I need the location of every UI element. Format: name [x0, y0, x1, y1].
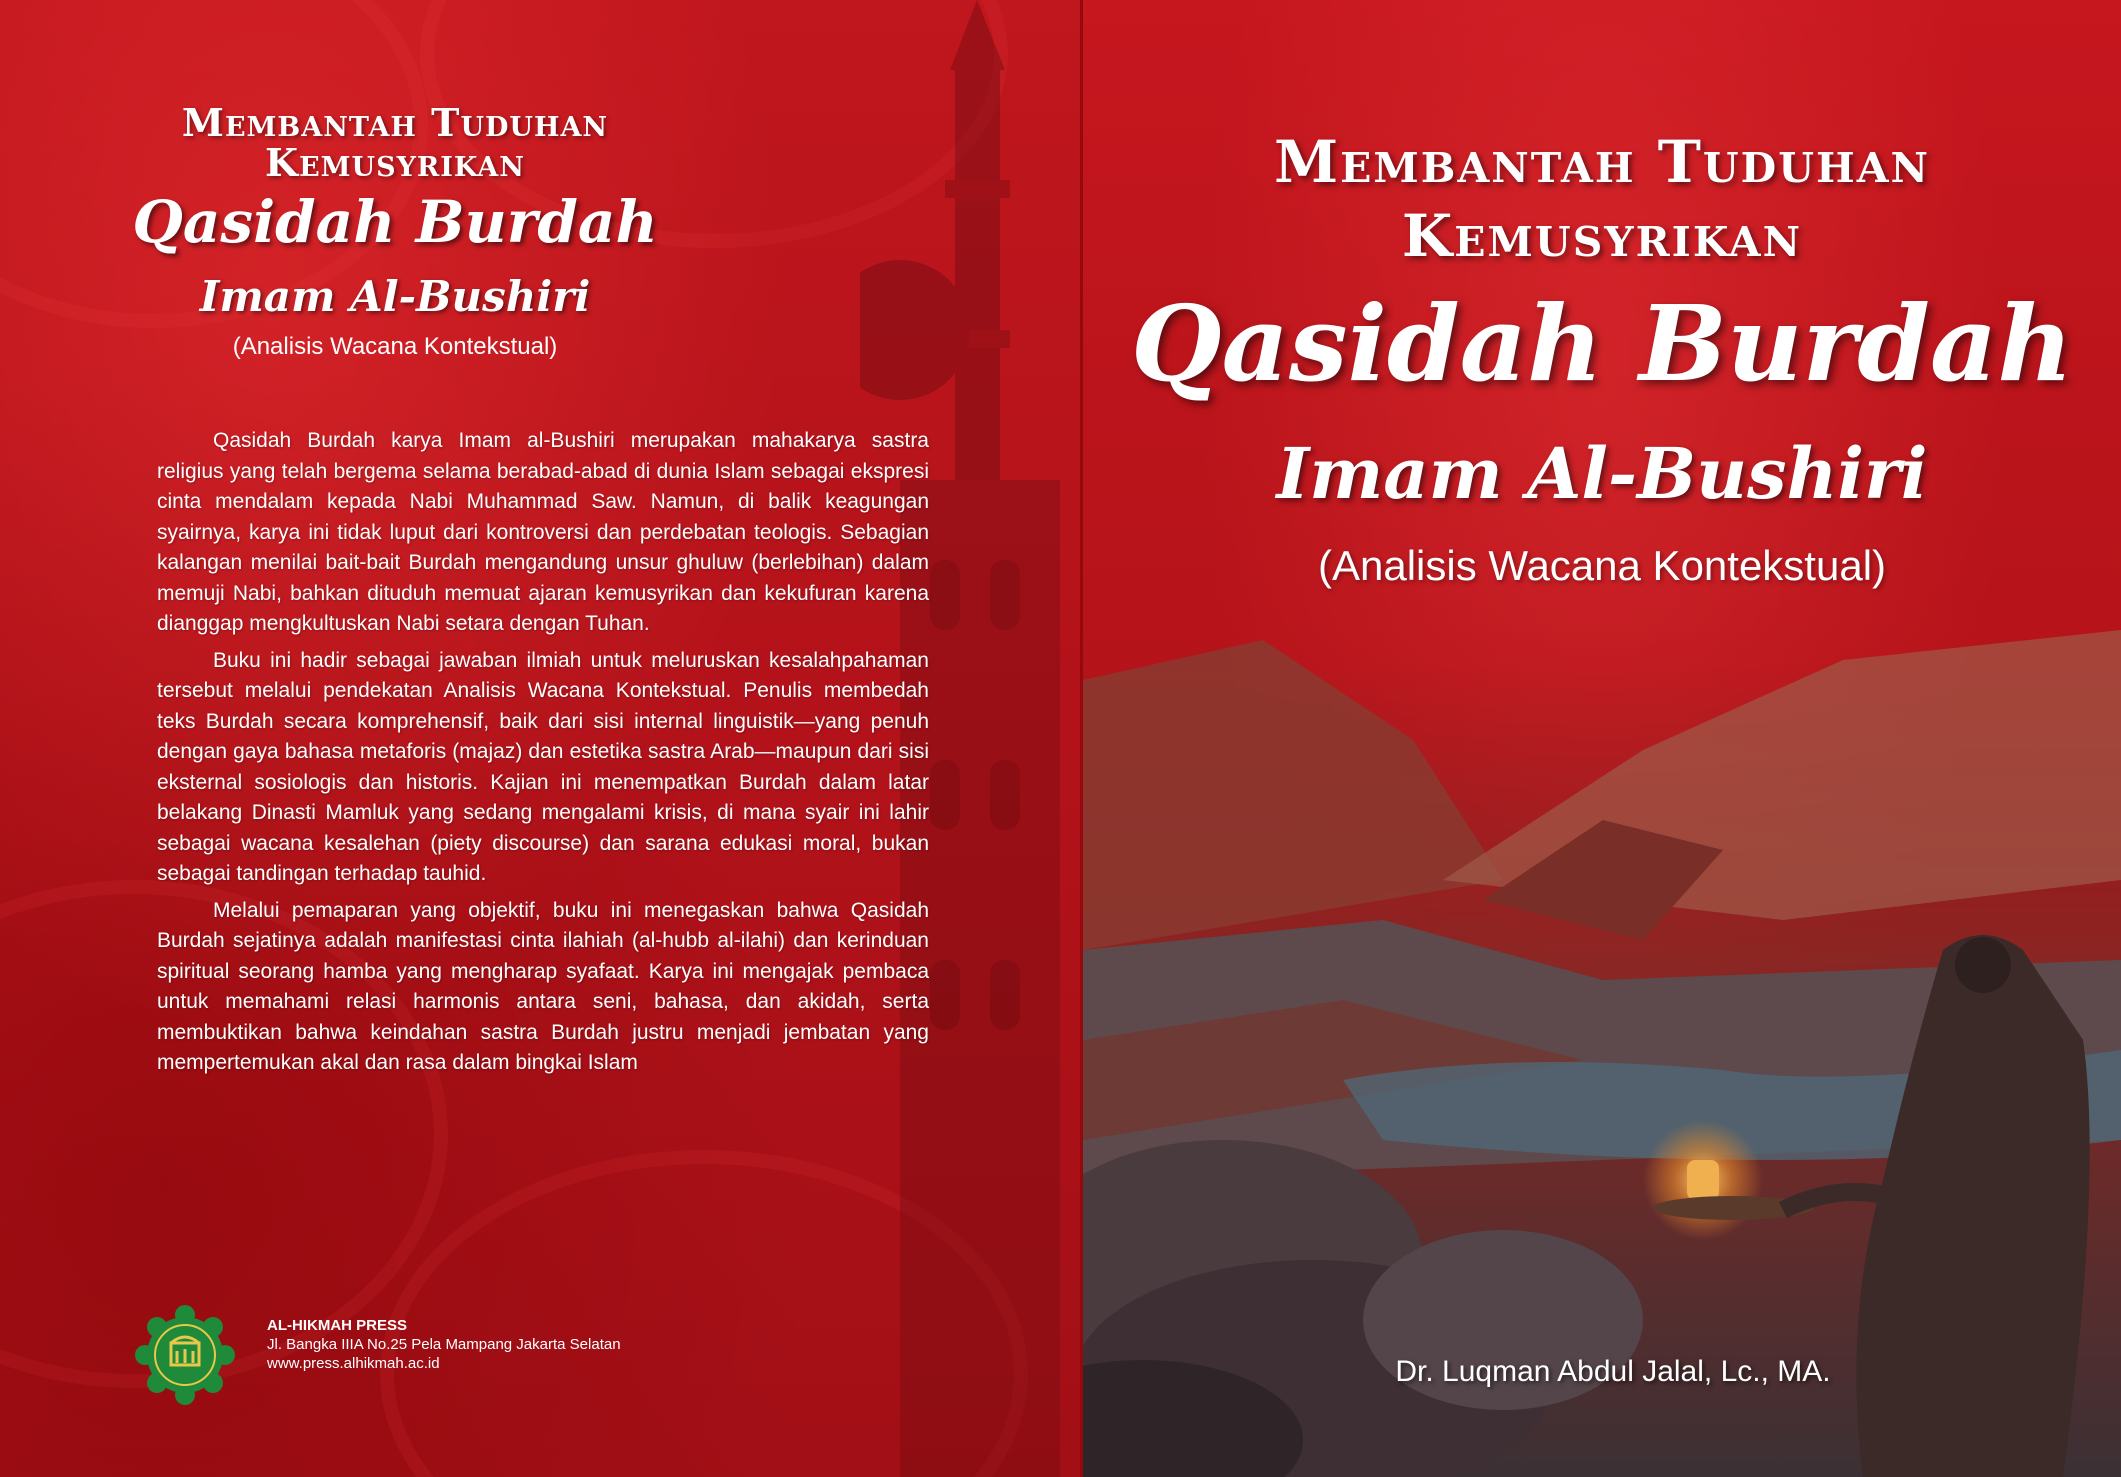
back-blurb	[157, 426, 929, 1085]
publisher-info	[267, 1316, 621, 1373]
front-title-line1: Membantah Tuduhan	[1273, 128, 1931, 196]
back-title-script: Qasidah Burdah	[132, 188, 658, 256]
publisher-seal-icon	[135, 1305, 235, 1405]
back-title-line1: Membantah Tuduhan	[181, 100, 609, 145]
front-title-paren: (Analisis Wacana Kontekstual)	[1317, 542, 1887, 589]
back-title-sub: Imam Al-Bushiri	[199, 272, 591, 321]
blurb-paragraph: Melalui pemaparan yang objektif, buku ini menegaskan bahwa Qasidah Burdah sejatinya adalah manifestasi cinta ilahiah (al-hubb al-ilahi) dan kerinduan spiritual seorang hamba yang mengharap syafaat. Karya ini mengajak pembaca untuk memahami relasi harmonis antara seni, bahasa, dan akidah, serta membuktikan bahwa keindahan sastra Burdah justru menjadi jembatan yang mempertemukan akal dan rasa dalam bingkai Islam	[157, 898, 929, 1074]
publisher-name: AL-HIKMAH PRESS	[267, 1317, 408, 1334]
front-title-line2: Kemusyrikan	[1401, 202, 1803, 270]
publisher-website: www.press.alhikmah.ac.id	[267, 1355, 440, 1372]
author-name: Dr. Luqman Abdul Jalal, Lc., MA.	[1395, 1355, 1831, 1388]
blurb-paragraph: Buku ini hadir sebagai jawaban ilmiah untuk meluruskan kesalahpahaman tersebut melalui pendekatan Analisis Wacana Kontekstual. Penulis membedah teks Burdah secara komprehensif, baik dari sisi internal linguistik—yang penuh dengan gaya bahasa metaforis (majaz) dan estetika sastra Arab—maupun dari sisi eksternal sosiologis dan historis. Kajian ini menempatkan Burdah dalam latar belakang Dinasti Mamluk yang sedang mengalami krisis, di mana syair ini lahir sebagai wacana kesalehan (piety discourse) dan sarana edukasi moral, bukan sebagai tandingan terhadap tauhid.	[157, 648, 929, 885]
back-title-paren: (Analisis Wacana Kontekstual)	[232, 333, 558, 360]
front-title-script: Qasidah Burdah	[1131, 282, 2073, 405]
blurb-paragraph: Qasidah Burdah karya Imam al-Bushiri merupakan mahakarya sastra religius yang telah bergema selama berabad-abad di dunia Islam sebagai ekspresi cinta mendalam kepada Nabi Muhammad Saw. Namun, di balik keagungan syairnya, karya ini tidak luput dari kontroversi dan perdebatan teologis. Sebagian kalangan menilai bait-bait Burdah mengandung unsur ghuluw (berlebihan) dalam memuji Nabi, bahkan dituduh memuat ajaran kemusyrikan dan kekufuran karena dianggap mengkultuskan Nabi setara dengan Tuhan.	[157, 429, 929, 635]
desert-canyon-illustration	[1083, 620, 2121, 1477]
front-cover	[1083, 0, 2121, 1477]
front-title-sub: Imam Al-Bushiri	[1276, 432, 1928, 515]
back-title-line2: Kemusyrikan	[265, 140, 525, 185]
publisher-address: Jl. Bangka IIIA No.25 Pela Mampang Jakarta Selatan	[267, 1336, 621, 1353]
